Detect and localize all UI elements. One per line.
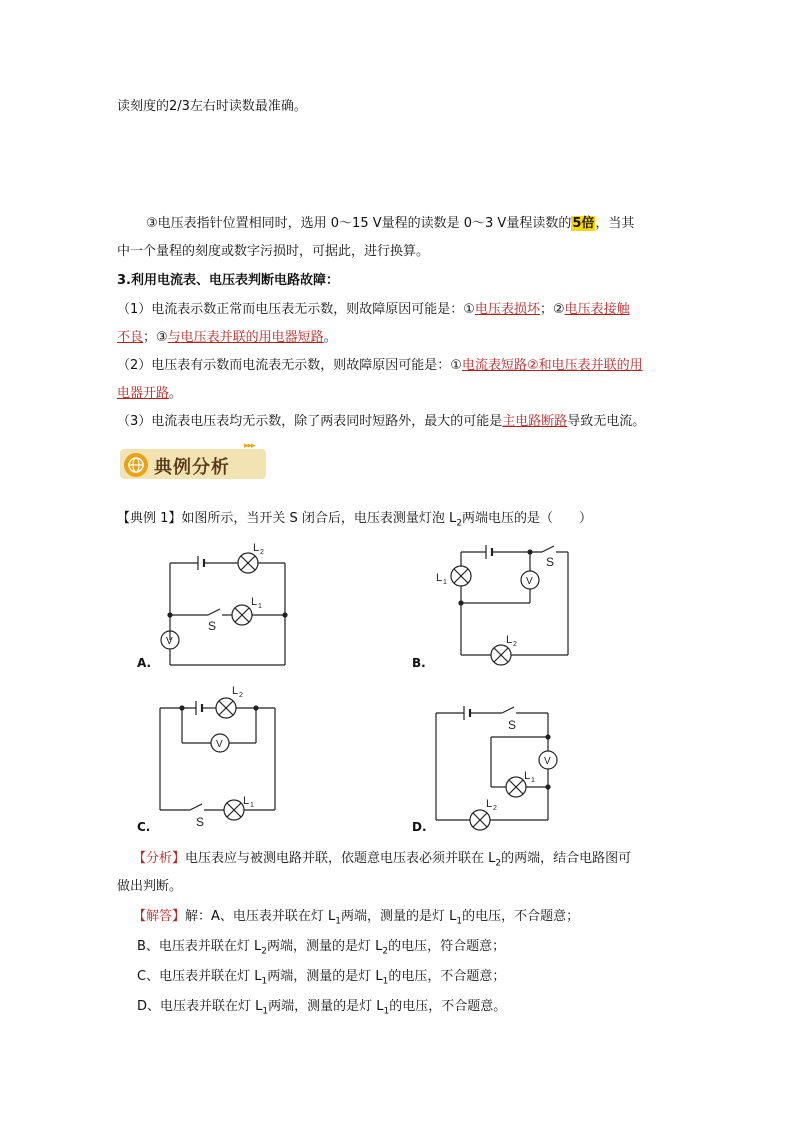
section3-item1-line2 bbox=[117, 329, 337, 347]
answer-b-post: 的电压，符合题意； bbox=[388, 939, 506, 954]
section3-title-text: 3.利用电流表、电压表判断电路故障： bbox=[117, 273, 339, 288]
answer-b-sub2: 2 bbox=[382, 946, 389, 957]
item1-sep1: ；② bbox=[539, 302, 565, 317]
analysis-line1 bbox=[133, 850, 631, 873]
circuit-diagram-a bbox=[150, 535, 300, 670]
item1-answer-b: 电压表接触 bbox=[564, 302, 630, 317]
lamp-label-l2-b: L bbox=[506, 634, 513, 646]
lamp-label-l2: L bbox=[253, 542, 260, 554]
point3-line2-text: 中一个量程的刻度或数字污损时，可据此，进行换算。 bbox=[117, 244, 430, 259]
answer-b-mid: 两端，测量的是灯 L bbox=[267, 939, 383, 954]
item2-answer-b-cont: 电器开路 bbox=[117, 386, 170, 401]
answer-d-mid: 两端，测量的是灯 L bbox=[268, 999, 384, 1014]
switch-label-c: S bbox=[196, 815, 205, 829]
lamp-label-l1-b: L bbox=[436, 572, 443, 584]
analysis-line2-text: 做出判断。 bbox=[117, 879, 183, 894]
answer-c-mid: 两端，测量的是灯 L bbox=[267, 969, 383, 984]
point3-line1 bbox=[146, 215, 634, 233]
lamp-label-l1-d: L bbox=[524, 770, 531, 782]
answer-c-post: 的电压，不合题意； bbox=[388, 969, 506, 984]
answer-line-a bbox=[133, 908, 579, 931]
point3-line2 bbox=[117, 243, 429, 261]
banner-title: 典例分析 bbox=[154, 457, 230, 478]
answer-line-c bbox=[137, 968, 505, 991]
highlight-5x: 5倍 bbox=[572, 216, 595, 231]
analysis-line2 bbox=[117, 878, 182, 896]
circuit-diagram-b bbox=[428, 535, 578, 670]
option-b-label: B. bbox=[412, 656, 426, 670]
answer-a-pre: 解：A、电压表并联在灯 L bbox=[185, 909, 336, 924]
answer-b-pre: B、电压表并联在灯 L bbox=[137, 939, 262, 954]
example1-question-pre: 如图所示，当开关 S 闭合后，电压表测量灯泡 L bbox=[181, 511, 457, 526]
analysis-tag: 【分析】 bbox=[133, 851, 186, 866]
item3-pre: （3）电流表电压表均无示数，除了两表同时短路外，最大的可能是 bbox=[117, 414, 503, 429]
analysis-sub: 2 bbox=[495, 858, 502, 869]
section3-item3 bbox=[117, 413, 645, 431]
lamp-label-l1-b-sub: 1 bbox=[443, 579, 447, 586]
lamp-label-l2-sub: 2 bbox=[260, 549, 264, 556]
point3-text: ③电压表指针位置相同时，选用 0～15 V量程的读数是 0～3 V量程读数的 bbox=[146, 216, 572, 231]
banner-arrows: ▸▸▸ bbox=[244, 441, 255, 451]
answer-d-sub1: 1 bbox=[262, 1006, 269, 1017]
switch-label-d: S bbox=[508, 718, 517, 732]
lamp-label-l2-c-sub: 2 bbox=[239, 692, 243, 699]
option-a-label: A. bbox=[137, 656, 152, 670]
item1-end: 。 bbox=[323, 330, 337, 345]
answer-c-sub1: 1 bbox=[261, 976, 268, 987]
lamp-label-l1-c-sub: 1 bbox=[250, 802, 254, 809]
lamp-label-l2-d-sub: 2 bbox=[493, 805, 497, 812]
option-c-label: C. bbox=[137, 820, 151, 834]
section3-item2-line2 bbox=[117, 385, 182, 403]
section3-item2-line1 bbox=[117, 357, 643, 375]
point3-tail: ，当其 bbox=[595, 216, 635, 231]
answer-d-sub2: 1 bbox=[383, 1006, 390, 1017]
lamp-label-l2-c: L bbox=[232, 685, 239, 697]
answer-a-mid: 两端，测量的是灯 L bbox=[341, 909, 457, 924]
analysis-text: 电压表应与被测电路并联，依题意电压表必须并联在 L bbox=[185, 851, 496, 866]
answer-d-post: 的电压，不合题意。 bbox=[389, 999, 507, 1014]
lamp-label-l1-sub: 1 bbox=[258, 603, 262, 610]
option-d-label: D. bbox=[412, 820, 427, 834]
answer-b-sub1: 2 bbox=[261, 946, 268, 957]
circuit-diagram-d bbox=[428, 695, 568, 835]
section-banner bbox=[120, 441, 270, 483]
answer-a-post: 的电压，不合题意； bbox=[462, 909, 580, 924]
answer-tag: 【解答】 bbox=[133, 909, 186, 924]
item2-end: 。 bbox=[169, 386, 183, 401]
voltmeter-label-b: V bbox=[526, 576, 533, 587]
answer-d-pre: D、电压表并联在灯 L bbox=[137, 999, 263, 1014]
lamp-label-l1-c: L bbox=[243, 795, 250, 807]
lamp-label-l2-d: L bbox=[486, 798, 493, 810]
section3-item1-line1 bbox=[117, 301, 630, 319]
answer-a-sub1: 1 bbox=[335, 916, 342, 927]
item3-answer: 主电路断路 bbox=[502, 414, 568, 429]
voltmeter-label-c: V bbox=[216, 739, 223, 750]
intro-line bbox=[117, 98, 307, 116]
answer-line-d bbox=[137, 998, 506, 1021]
example1-label: 【典例 1】 bbox=[117, 511, 182, 526]
item1-pre: （1）电流表示数正常而电压表无示数，则故障原因可能是：① bbox=[117, 302, 475, 317]
lamp-label-l1: L bbox=[251, 596, 258, 608]
switch-label-b: S bbox=[546, 555, 555, 569]
item1-sep2: ；③ bbox=[143, 330, 168, 345]
item2-answer-a: 电流表短路 bbox=[461, 358, 527, 373]
intro-text: 读刻度的2/3左右时读数最准确。 bbox=[117, 99, 307, 114]
item2-pre: （2）电压表有示数而电流表无示数，则故障原因可能是：① bbox=[117, 358, 462, 373]
item1-answer-b-cont: 不良 bbox=[117, 330, 144, 345]
item1-answer-c: 与电压表并联的用电器短路 bbox=[167, 330, 324, 345]
example1-question-sub: 2 bbox=[456, 518, 463, 529]
example1-question bbox=[117, 510, 592, 533]
voltmeter-label: V bbox=[166, 636, 173, 647]
lamp-label-l2-b-sub: 2 bbox=[513, 641, 517, 648]
circuit-diagram-c bbox=[150, 680, 290, 829]
item3-post: 导致无电流。 bbox=[567, 414, 646, 429]
switch-label: S bbox=[208, 619, 217, 633]
answer-a-sub2: 1 bbox=[456, 916, 463, 927]
item1-answer-a: 电压表损坏 bbox=[474, 302, 540, 317]
item2-answer-b: ②和电压表并联的用 bbox=[526, 358, 643, 373]
voltmeter-label-d: V bbox=[544, 756, 551, 767]
globe-icon bbox=[124, 453, 148, 477]
lamp-label-l1-d-sub: 1 bbox=[531, 777, 535, 784]
answer-line-b bbox=[137, 938, 505, 961]
answer-c-pre: C、电压表并联在灯 L bbox=[137, 969, 262, 984]
answer-c-sub2: 1 bbox=[382, 976, 389, 987]
section3-title bbox=[117, 272, 339, 290]
analysis-text-post: 的两端，结合电路图可 bbox=[501, 851, 632, 866]
example1-question-post: 两端电压的是（ ） bbox=[462, 511, 593, 526]
